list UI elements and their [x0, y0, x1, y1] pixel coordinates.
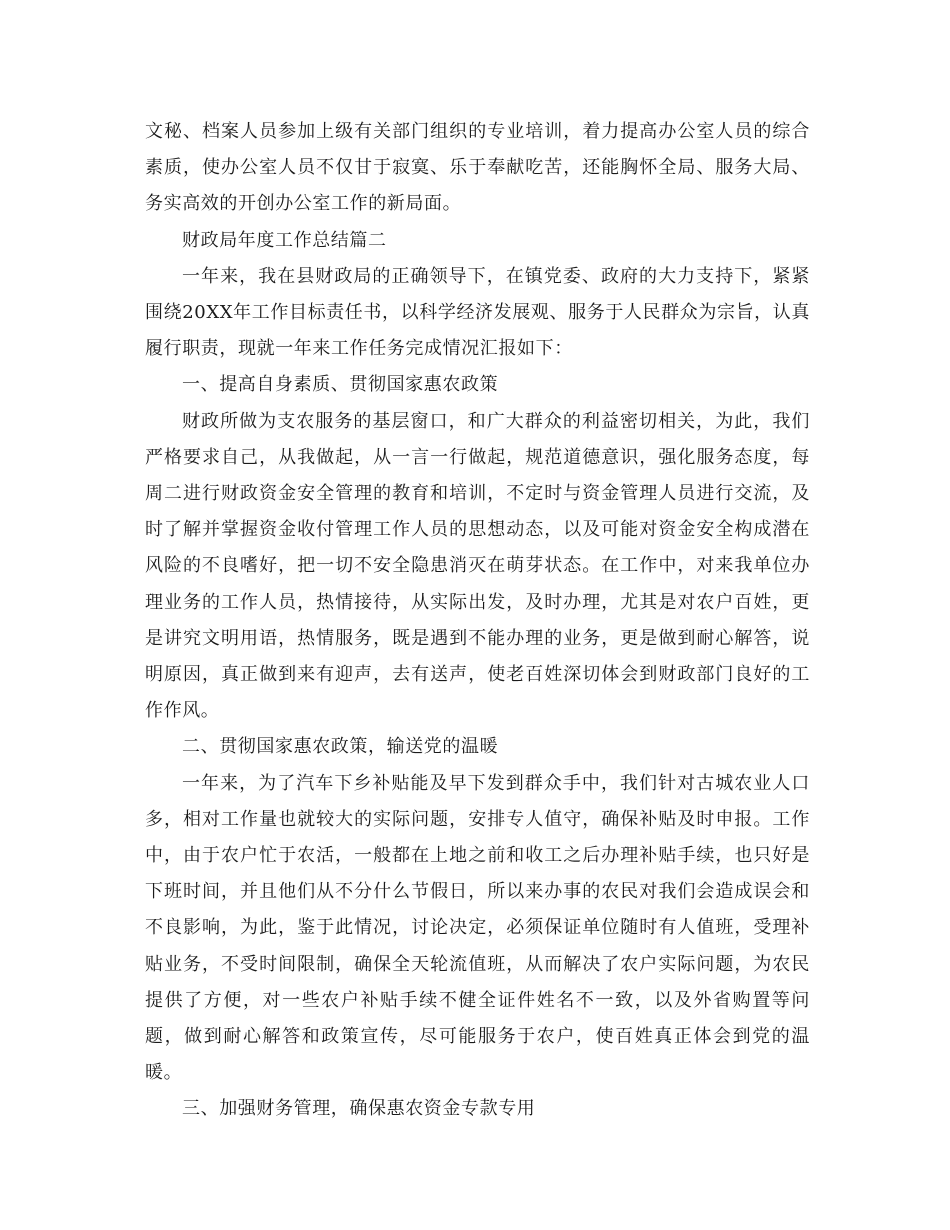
paragraph-intro-continuation: 文秘、档案人员参加上级有关部门组织的专业培训，着力提高办公室人员的综合素质，使办公室人员不仅甘于寂寞、乐于奉献吃苦，还能胸怀全局、服务大局、务实高效的开创办公室工作的新局面。	[145, 121, 810, 215]
paragraph-opening: 一年来，我在县财政局的正确领导下，在镇党委、政府的大力支持下，紧紧围绕20XX年工作目标责任书，以科学经济发展观、服务于人民群众为宗旨，认真履行职责，现就一年来工作任务完成情况汇报如下：	[145, 265, 810, 360]
document-body	[145, 114, 810, 1128]
heading-section-one: 一、提高自身素质、贯彻国家惠农政策	[182, 374, 499, 396]
section-title-part-two: 财政局年度工作总结篇二	[182, 229, 387, 251]
paragraph-section-one: 财政所做为支农服务的基层窗口，和广大群众的利益密切相关，为此，我们严格要求自己，从我做起，从一言一行做起，规范道德意识，强化服务态度，每周二进行财政资金安全管理的教育和培训，不定时与资金管理人员进行交流，及时了解并掌握资金收付管理工作人员的思想动态，以及可能对资金安全构成潜在风险的不良嗜好，把一切不安全隐患消灭在萌芽状态。在工作中，对来我单位办理业务的工作人员，热情接待，从实际出发，及时办理，尤其是对农户百姓，更是讲究文明用语，热情服务，既是遇到不能办理的业务，更是做到耐心解答，说明原因，真正做到来有迎声，去有送声，使老百姓深切体会到财政部门良好的工作作风。	[145, 410, 810, 722]
heading-section-two: 二、贯彻国家惠农政策，输送党的温暖	[182, 736, 499, 758]
paragraph-section-two: 一年来，为了汽车下乡补贴能及早下发到群众手中，我们针对古城农业人口多，相对工作量也就较大的实际问题，安排专人值守，确保补贴及时申报。工作中，由于农户忙于农活，一般都在上地之前和收工之后办理补贴手续，也只好是下班时间，并且他们从不分什么节假日，所以来办事的农民对我们会造成误会和不良影响，为此，鉴于此情况，讨论决定，必须保证单位随时有人值班，受理补贴业务，不受时间限制，确保全天轮流值班，从而解决了农户实际问题，为农民提供了方便，对一些农户补贴手续不健全证件姓名不一致，以及外省购置等问题，做到耐心解答和政策宣传，尽可能服务于农户，使百姓真正体会到党的温暖。	[145, 772, 810, 1084]
heading-section-three: 三、加强财务管理，确保惠农资金专款专用	[182, 1098, 536, 1120]
